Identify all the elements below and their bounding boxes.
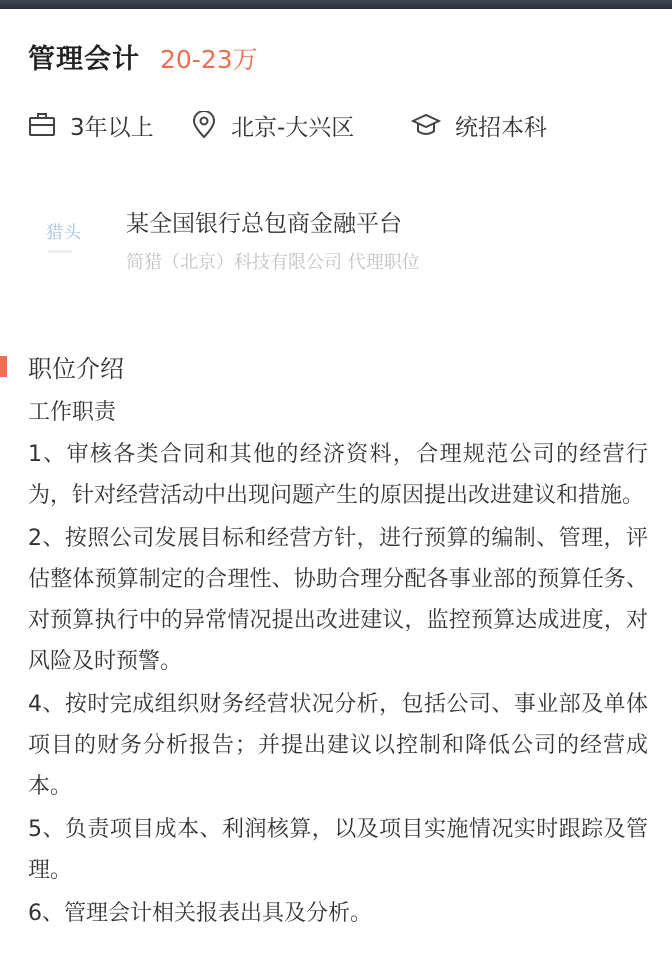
company-logo-text: 猎头 [46, 223, 82, 243]
description-item: 5、负责项目成本、利润核算，以及项目实施情况实时跟踪及管理。 [28, 817, 648, 883]
job-meta [28, 108, 547, 142]
section-accent-bar [0, 356, 7, 377]
section-title: 职位介绍 [28, 355, 124, 383]
description-item: 4、按时完成组织财务经营状况分析，包括公司、事业部及单体项目的财务分析报告；并提出建议以控制和降低公司的经营成本。 [28, 692, 648, 799]
location [191, 109, 411, 142]
company-logo [36, 208, 98, 264]
experience-text: 3年以上 [70, 114, 154, 141]
description-item: 6、管理会计相关报表出具及分析。 [28, 901, 372, 926]
briefcase-icon [28, 111, 56, 139]
education-requirement [411, 109, 547, 142]
salary: 20-23万 [160, 45, 258, 74]
agency-name: 简猎（北京）科技有限公司 代理职位 [126, 252, 420, 273]
company-name[interactable]: 某全国银行总包商金融平台 [126, 211, 402, 237]
description-item: 1、审核各类合同和其他的经济资料，合理规范公司的经营行为，针对经营活动中出现问题产生的原因提出改进建议和措施。 [28, 442, 648, 508]
company-logo-mark [48, 250, 72, 253]
description-heading: 工作职责 [28, 400, 117, 425]
graduation-cap-icon [411, 111, 441, 139]
job-title: 管理会计 [28, 44, 140, 75]
experience-requirement [28, 109, 191, 142]
location-text: 北京-大兴区 [231, 114, 355, 141]
job-header [28, 37, 258, 76]
location-pin-icon [191, 111, 217, 139]
job-description [28, 396, 648, 936]
company-card[interactable] [36, 200, 656, 280]
description-item: 2、按照公司发展目标和经营方针，进行预算的编制、管理，评估整体预算制定的合理性、协助合理分配各事业部的预算任务、对预算执行中的异常情况提出改进建议，监控预算达成进度，对风险及时预警。 [28, 526, 648, 674]
education-text: 统招本科 [455, 114, 547, 141]
top-status-bar [0, 0, 672, 9]
